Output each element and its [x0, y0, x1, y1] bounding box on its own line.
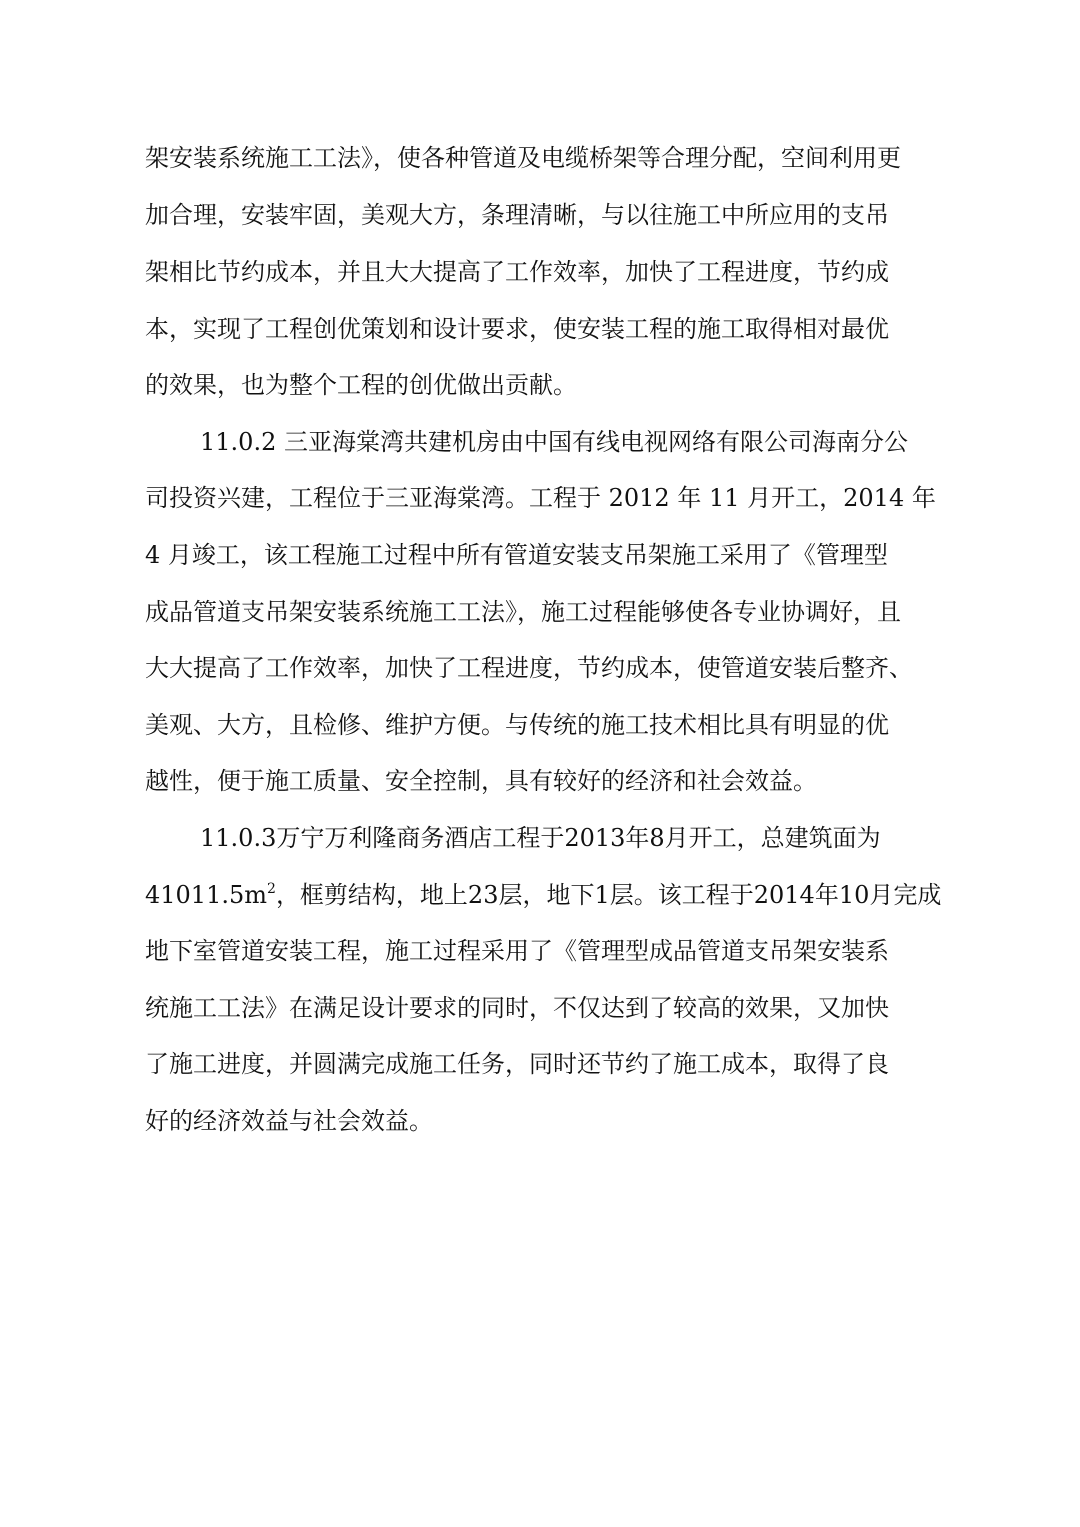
area-value: 41011.5m: [145, 881, 268, 909]
p3-line-3: 地下室管道安装工程，施工过程采用了《管理型成品管道支吊架安装系: [145, 937, 889, 965]
p2-line-2: 司投资兴建，工程位于三亚海棠湾。工程于 2012 年 11 月开工，2014 年: [145, 484, 936, 512]
p2-line-4: 成品管道支吊架安装系统施工工法》，施工过程能够使各专业协调好，且: [145, 598, 901, 626]
p3-line-5: 了施工进度，并圆满完成施工任务，同时还节约了施工成本，取得了良: [145, 1050, 889, 1078]
p3-line-4: 统施工工法》在满足设计要求的同时，不仅达到了较高的效果，又加快: [145, 994, 889, 1022]
p2-line-7: 越性，便于施工质量、安全控制，具有较好的经济和社会效益。: [145, 767, 817, 795]
p3-line-1: 11.0.3万宁万利隆商务酒店工程于2013年8月开工，总建筑面为: [200, 824, 881, 852]
p2-line-3: 4 月竣工，该工程施工过程中所有管道安装支吊架施工采用了《管理型: [145, 541, 888, 569]
p1-line-2: 加合理，安装牢固，美观大方，条理清晰，与以往施工中所应用的支吊: [145, 201, 889, 229]
p3-line-2: [145, 879, 945, 911]
p1-line-5: 的效果，也为整个工程的创优做出贡献。: [145, 371, 577, 399]
p1-line-4: 本，实现了工程创优策划和设计要求，使安装工程的施工取得相对最优: [145, 315, 889, 343]
area-unit-superscript: 2: [267, 881, 276, 897]
p2-line-1: 11.0.2 三亚海棠湾共建机房由中国有线电视网络有限公司海南分公: [200, 428, 908, 456]
p2-line-5: 大大提高了工作效率，加快了工程进度，节约成本，使管道安装后整齐、: [145, 654, 913, 682]
p3-line-6: 好的经济效益与社会效益。: [145, 1107, 433, 1135]
p2-line-6: 美观、大方，且检修、维护方便。与传统的施工技术相比具有明显的优: [145, 711, 889, 739]
p1-line-1: 架安装系统施工工法》，使各种管道及电缆桥架等合理分配，空间利用更: [145, 144, 901, 172]
p1-line-3: 架相比节约成本，并且大大提高了工作效率，加快了工程进度，节约成: [145, 258, 889, 286]
p3-line-2-rest: ，框剪结构，地上23层，地下1层。该工程于2014年10月完成: [275, 881, 942, 909]
